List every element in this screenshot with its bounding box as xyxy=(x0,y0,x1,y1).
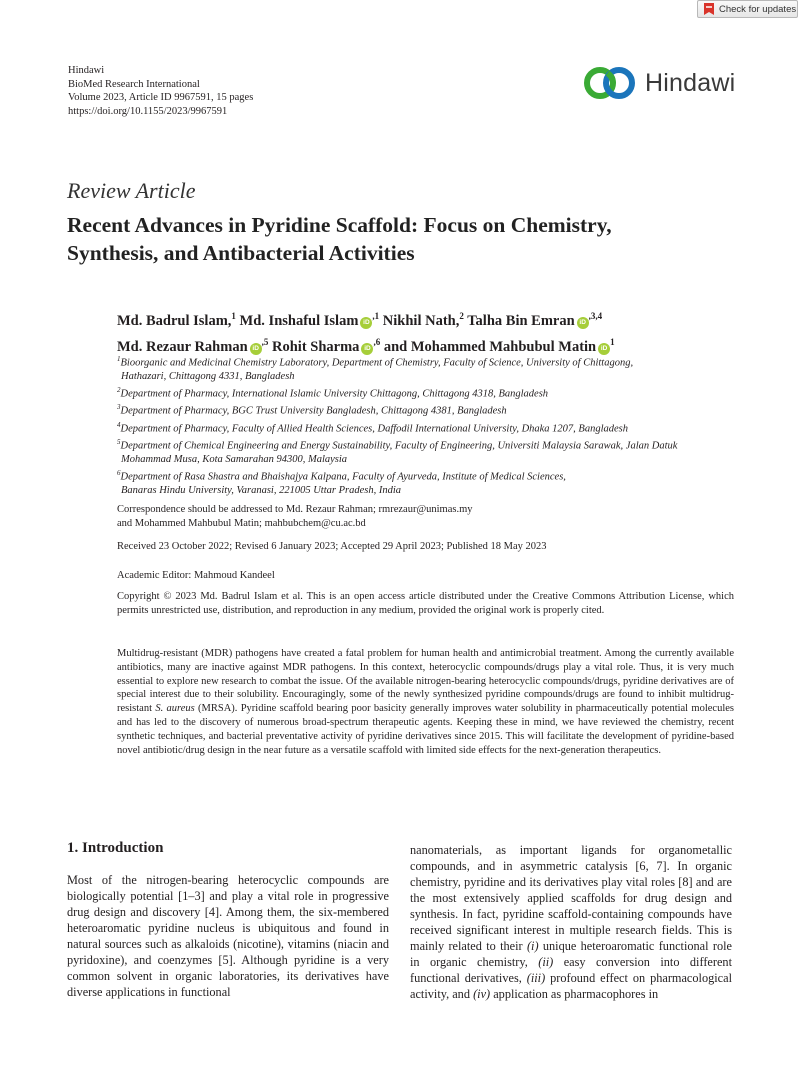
affiliation-number: 2 xyxy=(117,386,121,395)
correspondence xyxy=(117,503,747,531)
author-name: Md. Rezaur Rahman xyxy=(117,338,248,355)
affiliation-number: 3 xyxy=(117,403,121,412)
intro-text: easy conversion into different functional derivatives, xyxy=(410,955,732,985)
hindawi-logo-text: Hindawi xyxy=(645,68,736,97)
affiliation-3 xyxy=(117,401,749,418)
affiliation-text: Department of Rasa Shastra and Bhaishajya Kalpana, Faculty of Ayurveda, Institute of Medical Sciences, xyxy=(120,471,566,483)
journal-info xyxy=(68,64,253,118)
list-marker: (i) xyxy=(526,939,539,953)
orcid-icon[interactable]: iD xyxy=(250,343,262,355)
check-for-updates-label: Check for updates xyxy=(719,3,797,15)
list-marker: (iv) xyxy=(473,987,491,1001)
author-affil-ref: 1 xyxy=(610,336,615,347)
intro-right-column xyxy=(410,842,732,1002)
author-affil-ref: 1 xyxy=(231,311,236,321)
intro-text: profound effect on pharmacological activity, and xyxy=(410,971,733,1001)
orcid-icon[interactable]: iD xyxy=(577,317,589,329)
author-name: Md. Inshaful Islam xyxy=(239,312,359,329)
intro-text: unique heteroaromatic functional role in organic chemistry, xyxy=(410,939,732,969)
academic-editor: Academic Editor: Mahmoud Kandeel xyxy=(117,570,275,581)
affiliation-1-cont: Hathazari, Chittagong 4331, Bangladesh xyxy=(121,371,295,383)
list-marker: (iii) xyxy=(526,971,546,985)
author-affil-ref: 2 xyxy=(459,311,464,321)
title-line-1: Recent Advances in Pyridine Scaffold: Focus on Chemistry, xyxy=(67,213,612,237)
affiliation-number: 4 xyxy=(117,420,121,429)
hindawi-rings-icon xyxy=(583,66,637,100)
affiliation-text: Department of Pharmacy, Faculty of Allied Health Sciences, Daffodil International University, Dhaka 1207, Bangladesh xyxy=(120,423,629,435)
abstract-text: Multidrug-resistant (MDR) pathogens have created a fatal problem for human health and antimicrobial treatment. Among the currently available antibiotics, many are inactive against MDR pathogens. In this context, heterocyclic compounds/drugs play a vital role. Thus, it is very much essential to explore new research to combat the issue. Of the available nitrogen-bearing heterocyclic compounds/drugs, pyridine derivatives are of special interest due to their solubility. Encouragingly, some of the newly synthesized pyridine compounds/drugs are found to inhibit multidrug-resistant xyxy=(117,648,734,715)
publication-dates: Received 23 October 2022; Revised 6 January 2023; Accepted 29 April 2023; Published 18 May 2023 xyxy=(117,541,547,552)
copyright-notice: Copyright © 2023 Md. Badrul Islam et al. This is an open access article distributed under the Creative Commons Attribution License, which permits unrestricted use, distribution, and reproduction in any medium, provided the original work is properly cited. xyxy=(117,591,734,616)
hindawi-logo xyxy=(583,66,735,100)
abstract xyxy=(117,647,734,757)
title-line-2: Synthesis, and Antibacterial Activities xyxy=(67,241,415,265)
author-name: Rohit Sharma xyxy=(272,338,360,355)
affiliation-text: Department of Pharmacy, BGC Trust University Bangladesh, Chittagong 4381, Bangladesh xyxy=(120,405,507,417)
author-list xyxy=(117,306,747,358)
intro-text: application as pharmacophores in xyxy=(490,987,659,1001)
crossmark-icon xyxy=(703,2,715,16)
affiliation-number: 5 xyxy=(117,437,121,446)
article-title xyxy=(67,211,747,267)
affiliation-text: Bioorganic and Medicinal Chemistry Laboratory, Department of Chemistry, Faculty of Science, University of Chittagong, xyxy=(120,357,634,369)
check-for-updates-button[interactable] xyxy=(697,0,798,18)
affiliation-text: Department of Chemical Engineering and Energy Sustainability, Faculty of Engineering, Universiti Malaysia Sarawak, Jalan Datuk xyxy=(120,440,678,452)
affiliation-text: Department of Pharmacy, International Islamic University Chittagong, Chittagong 4318, Bangladesh xyxy=(120,388,549,400)
orcid-icon[interactable]: iD xyxy=(361,343,373,355)
journal-name: BioMed Research International xyxy=(68,78,200,90)
author-line-1 xyxy=(117,306,747,332)
author-affil-ref: ,1 xyxy=(372,311,380,321)
volume-line: Volume 2023, Article ID 9967591, 15 pages xyxy=(68,92,254,103)
doi-link[interactable]: https://doi.org/10.1155/2023/9967591 xyxy=(68,105,228,117)
orcid-icon[interactable]: iD xyxy=(598,343,610,355)
affiliation-number: 1 xyxy=(117,355,121,363)
publisher-name: Hindawi xyxy=(68,65,105,76)
author-name: Md. Badrul Islam, xyxy=(117,312,232,329)
abstract-text: (MRSA). Pyridine scaffold bearing poor basicity generally improves water solubility in pharmaceutically potential molecules and has led to the discovery of numerous broad-spectrum therapeutic agents. Keeping these in mind, we have reviewed the chemistry, recent synthetic techniques, and bacterial preventative activity of pyridine derivatives since 2015. This will facilitate the development of pyridine-based novel antibiotic/drug design in the near future as a versatile scaffold with limited side effects for the next-generation therapeutics. xyxy=(117,703,734,756)
affiliation-6-cont: Banaras Hindu University, Varanasi, 221005 Uttar Pradesh, India xyxy=(121,485,401,497)
affiliation-number: 6 xyxy=(117,469,121,478)
correspondence-line-2: and Mohammed Mahbubul Matin; mahbubchem@cu.ac.bd xyxy=(117,517,366,529)
author-name: and Mohammed Mahbubul Matin xyxy=(383,338,597,355)
affiliation-5-cont: Mohammad Musa, Kota Samarahan 94300, Malaysia xyxy=(121,454,348,466)
abstract-species: S. aureus xyxy=(155,703,195,715)
affiliation-4 xyxy=(117,419,749,436)
affiliations xyxy=(117,353,749,498)
author-affil-ref: ,5 xyxy=(261,336,269,347)
author-affil-ref: ,3,4 xyxy=(588,311,603,321)
affiliation-6 xyxy=(117,467,749,484)
orcid-icon[interactable]: iD xyxy=(360,317,372,329)
author-affil-ref: ,6 xyxy=(373,336,381,347)
author-name: Nikhil Nath, xyxy=(382,312,460,329)
author-name: Talha Bin Emran xyxy=(467,312,575,329)
list-marker: (ii) xyxy=(538,955,554,969)
intro-left-column: Most of the nitrogen-bearing heterocyclic compounds are biologically potential [1–3] and play a vital role in progressive drug design and discovery [4]. Among them, the six-membered heteroaromatic pyridine nucleus is ubiquitous and found in natural sources such as alkaloids (nicotine), vitamins (niacin and pyridoxine), and coenzymes [5]. Although pyridine is a very common solvent in organic laboratories, its derivatives have diverse applications in functional xyxy=(67,873,389,999)
affiliation-2 xyxy=(117,384,749,401)
correspondence-line-1: Correspondence should be addressed to Md. Rezaur Rahman; rmrezaur@unimas.my xyxy=(117,504,473,515)
article-type: Review Article xyxy=(67,178,196,203)
affiliation-5 xyxy=(117,436,749,453)
affiliation-1 xyxy=(117,353,749,370)
section-heading-introduction: 1. Introduction xyxy=(67,840,164,856)
intro-text: nanomaterials, as important ligands for organometallic compounds, and in asymmetric catalysis [6, 7]. In organic chemistry, pyridine and its derivatives play vital roles [8] and are the most extensively applied scaffolds for drug design and synthesis. In fact, pyridine scaffold-containing compounds have received significant interest in multiple research fields. This is mainly related to their xyxy=(410,843,732,953)
